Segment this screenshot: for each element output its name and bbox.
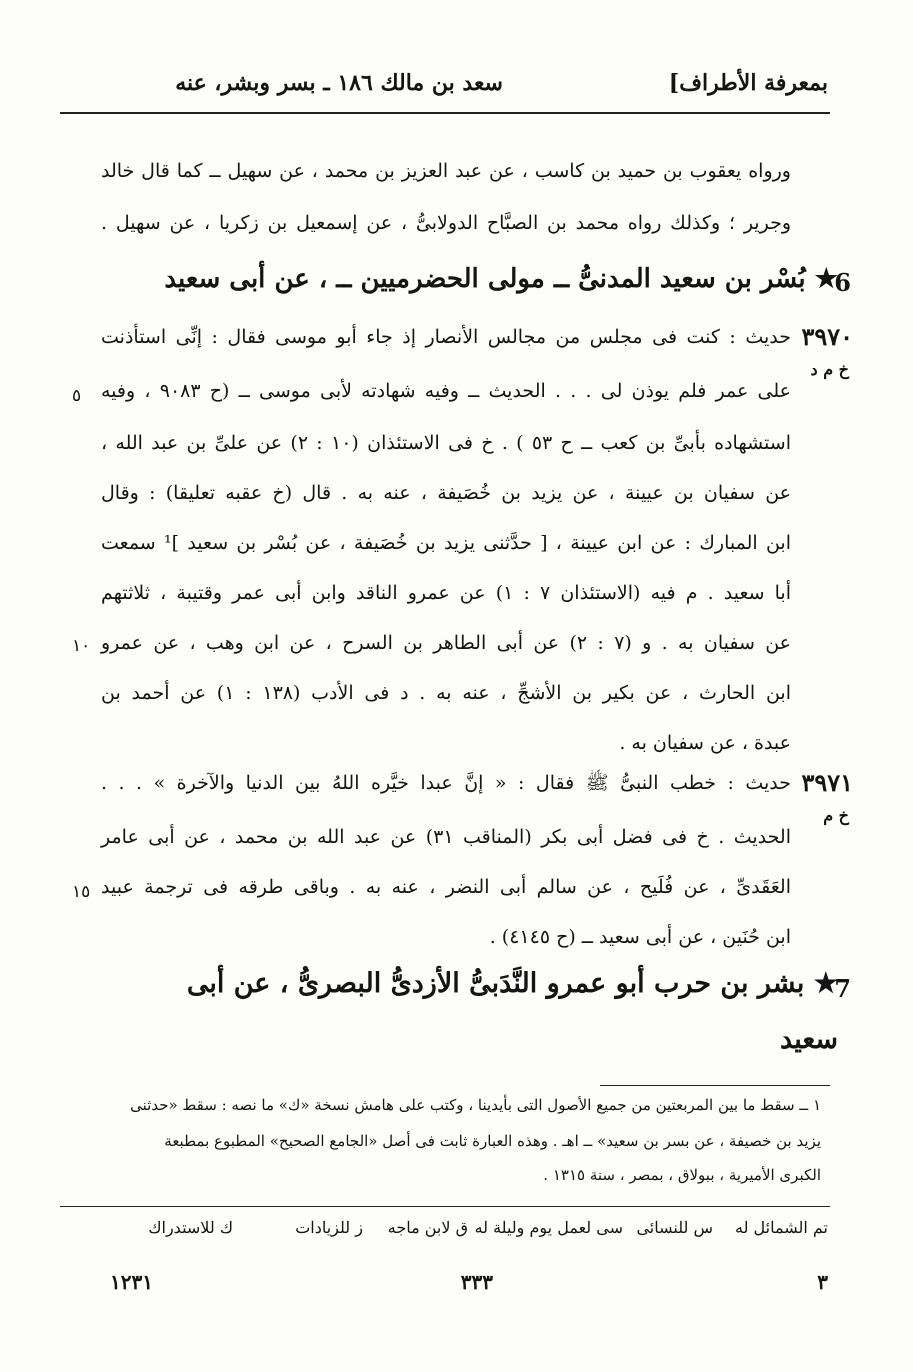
hadith-line: استشهاده بأبىِّ بن كعب ــ ح ٥٣ ) . خ فى الاستئذان (١٠ : ٢) عن علىِّ بن عبد الله ، — [101, 432, 791, 454]
key-item: تم الشمائل له — [734, 1218, 828, 1237]
hadith-line: حديث : كنت فى مجلس من مجالس الأنصار إذ جاء أبو موسى فقال : إنِّى استأذنت — [101, 326, 791, 348]
hadith-line: ابن المبارك : عن ابن عيينة ، [ حدَّثنى يزيد بن خُصَيفة ، عن بُسْر بن سعيد ]¹ سمعت — [101, 532, 791, 554]
hadith-number: ٣٩٧١ — [801, 768, 853, 797]
line-marker: ١٥ — [72, 882, 91, 902]
hadith-line: ابن حُنَين ، عن أبى سعيد ــ (ح ٤١٤٥) . — [489, 926, 791, 948]
hadith-sigla: خ م د — [810, 360, 849, 379]
hadith-line: عبدة ، عن سفيان به . — [619, 732, 791, 754]
footnote-rule — [600, 1085, 830, 1086]
body-line: وجرير ؛ وكذلك رواه محمد بن الصبَّاح الدولابىُّ ، عن إسمعيل بن زكريا ، عن سهيل . — [101, 212, 791, 234]
entry-number: 6 — [834, 268, 851, 297]
line-marker: ١٠ — [72, 636, 91, 656]
hadith-line: أبا سعيد . م فيه (الاستئذان ٧ : ١) عن عمرو الناقد وابن أبى عمر وقتيبة ، ثلاثتهم — [101, 582, 791, 604]
page-number: ٣٣٣ — [460, 1270, 493, 1294]
body-line: ورواه يعقوب بن حميد بن كاسب ، عن عبد العزيز بن محمد ، عن سهيل ــ كما قال خالد — [101, 160, 791, 182]
hadith-line: عن سفيان به . و (٧ : ٢) عن أبى الطاهر بن السرح ، عن ابن وهب ، عن عمرو — [101, 632, 792, 654]
key-item: ك للاستدراك — [148, 1218, 233, 1237]
hadith-sigla: خ م — [823, 806, 849, 825]
entry-heading: ★ بُسْر بن سعيد المدنىُّ ــ مولى الحضرميين ــ ، عن أبى سعيد — [164, 264, 838, 294]
key-rule — [60, 1206, 830, 1207]
key-item: ق لابن ماجه — [387, 1218, 468, 1237]
hadith-line: حديث : خطب النبىُّ ﷺ فقال : « إنَّ عبدا خيَّره اللهُ بين الدنيا والآخرة » . . . — [101, 772, 791, 794]
footnote-line: الكبرى الأميرية ، ببولاق ، بمصر ، سنة ١٣١٥ . — [543, 1166, 821, 1184]
hadith-line: الحديث . خ فى فضل أبى بكر (المناقب ٣١) عن عبد الله بن محمد ، عن أبى عامر — [101, 826, 791, 848]
hadith-line: العَقَدىِّ ، عن فُلَيح ، عن سالم أبى النضر ، عنه به . وباقى طرقه فى ترجمة عبيد — [101, 876, 791, 898]
line-marker: ٥ — [72, 386, 82, 406]
running-header-right: بمعرفة الأطراف] — [668, 70, 828, 96]
header-rule — [60, 112, 830, 114]
hadith-line: على عمر فلم يوذن لى . . . الحديث ــ وفيه شهادته لأبى موسى ــ (ح ٩٠٨٣ ، وفيه — [101, 380, 792, 402]
global-number: ١٢٣١ — [110, 1270, 153, 1294]
footnote-line: ١ ــ سقط ما بين المربعتين من جميع الأصول التى بأيدينا ، وكتب على هامش نسخة «ك» ما نصه : سقط «حدثنى — [130, 1096, 821, 1114]
key-item: ز للزيادات — [295, 1218, 363, 1237]
entry-heading-continuation: سعيد — [780, 1024, 838, 1055]
footnote-line: يزيد بن خصيفة ، عن بسر بن سعيد» ــ اهـ . وهذه العبارة ثابت فى أصل «الجامع الصحيح» المطبوع بمطبعة — [164, 1132, 821, 1150]
key-item: سى لعمل يوم وليلة له — [474, 1218, 623, 1237]
entry-number: 7 — [834, 974, 851, 1003]
running-header-center: سعد بن مالك ١٨٦ ـ بسر وبشر، عنه — [175, 70, 503, 96]
entry-heading: ★ بشر بن حرب أبو عمرو النَّدَبىُّ الأزدىُّ البصرىُّ ، عن أبى — [186, 968, 838, 999]
volume-number: ٣ — [817, 1270, 828, 1294]
key-item: س للنسائى — [636, 1218, 713, 1237]
hadith-line: ابن الحارث ، عن بكير بن الأشجِّ ، عنه به . د فى الأدب (١٣٨ : ١) عن أحمد بن — [101, 682, 791, 704]
hadith-number: ٣٩٧٠ — [801, 322, 853, 351]
hadith-line: عن سفيان بن عيينة ، عن يزيد بن خُصَيفة ، عنه به . قال (خ عقبه تعليقا) : وقال — [101, 482, 791, 504]
